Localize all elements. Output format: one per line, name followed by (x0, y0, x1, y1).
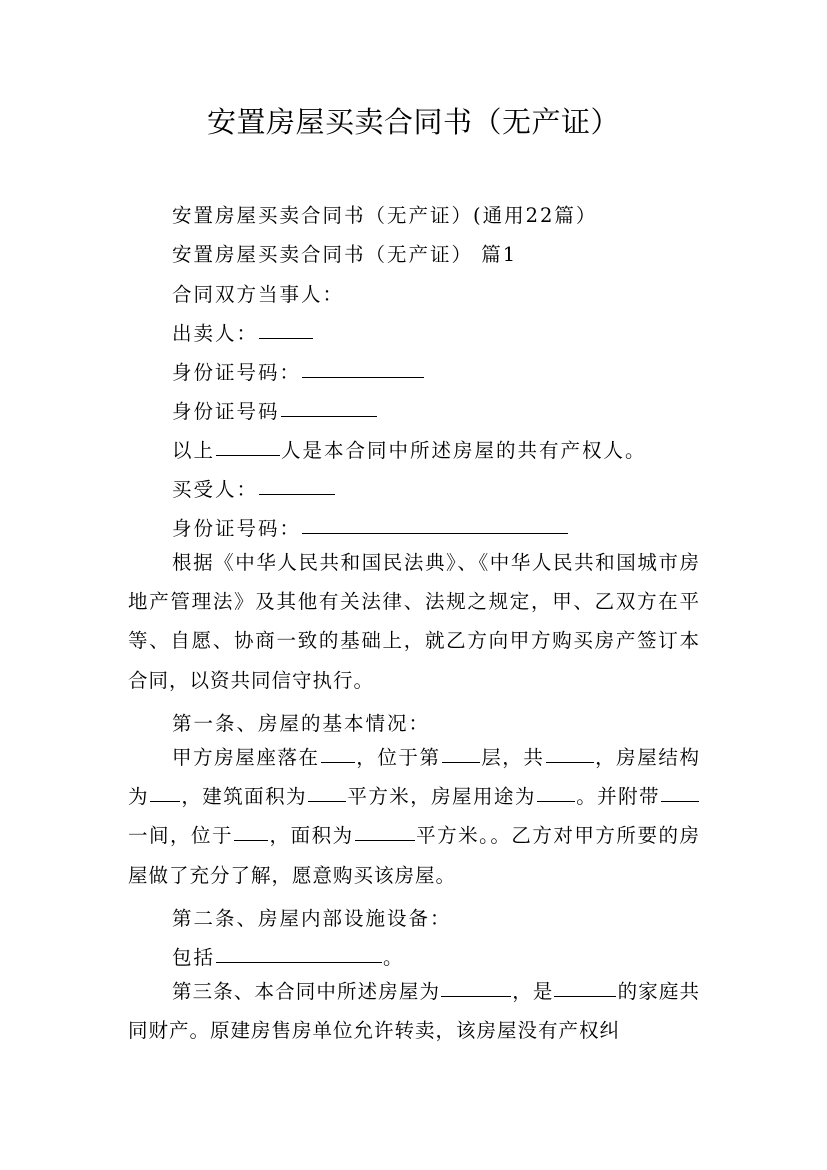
article1-text-1: 甲方房屋座落在 (172, 746, 320, 769)
article2-heading: 第二条、房屋内部设施设备： (172, 907, 452, 930)
article2-suffix: 。 (383, 946, 405, 969)
area-blank (308, 800, 346, 802)
article1-text-9: ，面积为 (269, 824, 354, 848)
seller-label: 出卖人： (172, 322, 259, 345)
article2-items-line (172, 942, 405, 970)
co-owner-blank (216, 454, 280, 456)
co-owner-prefix: 以上 (172, 439, 216, 462)
usage-blank (537, 800, 575, 802)
section-heading: 安置房屋买卖合同书（无产证） 篇1 (172, 243, 518, 266)
owner-family-blank (554, 995, 616, 997)
article1-text-4: ，房屋结构为 (128, 746, 700, 809)
seller-id-blank (302, 376, 424, 378)
article1-text-8: 一间，位于 (128, 824, 234, 848)
seller-blank (259, 337, 313, 339)
second-id-blank (281, 415, 377, 417)
buyer-label: 买受人： (172, 478, 259, 501)
buyer-id-blank (302, 532, 568, 534)
seller-id-label: 身份证号码： (172, 361, 302, 384)
article1-heading: 第一条、房屋的基本情况： (172, 712, 431, 735)
buyer-id-line (172, 513, 569, 541)
parties-label: 合同双方当事人： (172, 283, 345, 306)
facilities-blank (216, 961, 382, 963)
co-owner-suffix: 人是本合同中所述房屋的共有产权人。 (281, 439, 647, 462)
attachment-location-blank (234, 839, 268, 841)
second-id-line (172, 396, 378, 424)
article1-text-7: 。并附带 (575, 785, 660, 809)
attachment-area-blank (355, 839, 415, 841)
subtitle-line: 安置房屋买卖合同书（无产证）(通用22篇） (172, 204, 598, 227)
article2-prefix: 包括 (172, 946, 216, 969)
preamble-paragraph: 根据《中华人民共和国民法典》、《中华人民共和国城市房地产管理法》及其他有关法律、法规之规定，甲、乙双方在平等、自愿、协商一致的基础上，就乙方向甲方购买房产签订本合同，以资共同信守执行。 (128, 551, 700, 692)
article3-text-3: 的家庭共同财产。原建房售房单位允许转卖，该房屋没有产权纠 (128, 980, 700, 1043)
buyer-line (172, 474, 336, 502)
buyer-blank (259, 493, 335, 495)
article1-text-5: ，建筑面积为 (180, 785, 307, 809)
floor-blank (442, 761, 480, 763)
article1-text-6: 平方米，房屋用途为 (346, 785, 536, 809)
property-type-blank (441, 995, 511, 997)
article3-text-1: 第三条、本合同中所述房屋为 (172, 980, 441, 1003)
structure-blank (150, 800, 180, 802)
article1-text-2: ，位于第 (355, 746, 441, 769)
article1-paragraph (128, 738, 700, 895)
article3-paragraph (128, 972, 700, 1050)
article1-text-10: 平方米。。乙方对甲方所要的房屋做了充分了解，愿意购买该房屋。 (128, 824, 700, 887)
second-id-label: 身份证号码 (172, 400, 280, 423)
seller-line (172, 318, 314, 346)
article1-text-3: 层，共 (480, 746, 545, 769)
location-blank (321, 761, 355, 763)
attachment-blank (661, 800, 699, 802)
co-owner-line (172, 435, 647, 463)
buyer-id-label: 身份证号码： (172, 517, 302, 540)
article3-text-2: ，是 (512, 980, 554, 1003)
seller-id-line (172, 357, 425, 385)
total-floors-blank (546, 761, 594, 763)
document-title: 安置房屋买卖合同书（无产证） (206, 105, 620, 139)
